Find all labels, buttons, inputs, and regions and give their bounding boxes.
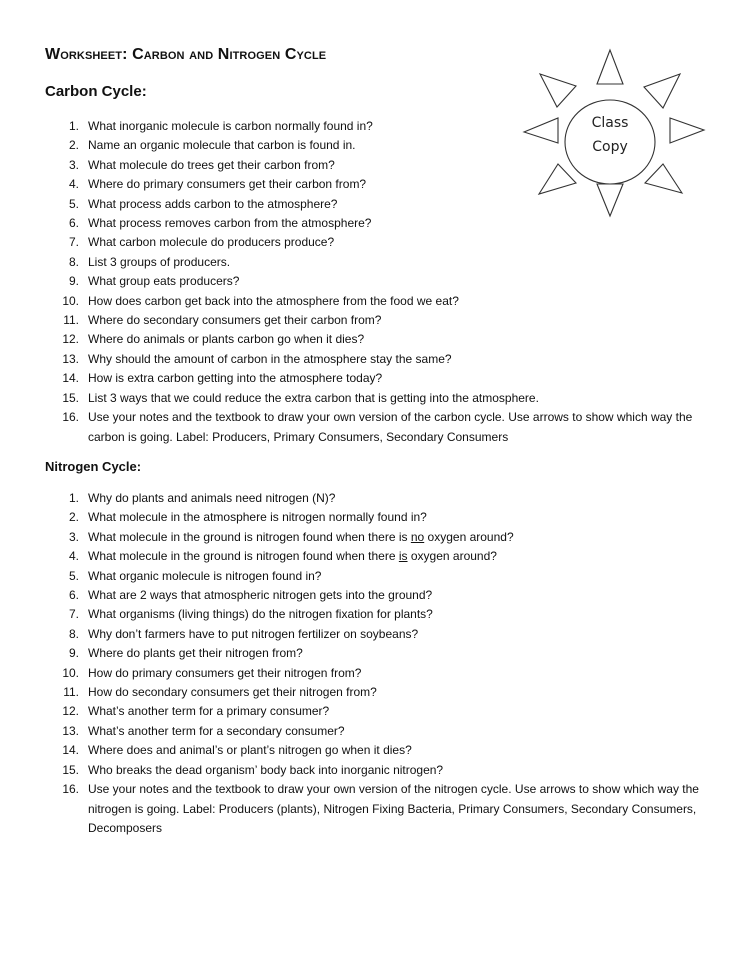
carbon-question: 13. Why should the amount of carbon in the atmosphere stay the same? bbox=[62, 351, 452, 366]
carbon-question: 8. List 3 groups of producers. bbox=[68, 254, 231, 269]
nitrogen-question: 1. Why do plants and animals need nitrogen (N)? bbox=[68, 491, 336, 505]
nitrogen-question: 8. Why don’t farmers have to put nitrogen fertilizer on soybeans? bbox=[68, 626, 419, 641]
nitrogen-question: 16. Use your notes and the textbook to draw your own version of the nitrogen cycle. Use arrows to show which way the nitrogen is going. Label: Producers (plants), Nitrogen Fixing Bacteria, Primary Consumers, Secondary Consumers, Decomposers bbox=[62, 782, 699, 835]
page-title: Worksheet: Carbon and Nitrogen Cycle bbox=[45, 46, 327, 63]
nitrogen-question: 11. How do secondary consumers get their nitrogen from? bbox=[63, 685, 377, 700]
nitrogen-question: 5. What organic molecule is nitrogen found in? bbox=[68, 568, 322, 583]
nitrogen-question: 3. What molecule in the ground is nitrogen found when there is no oxygen around? bbox=[68, 529, 514, 544]
carbon-question-list bbox=[0, 117, 749, 447]
nitrogen-question: 4. What molecule in the ground is nitrogen found when there is oxygen around? bbox=[68, 549, 497, 564]
carbon-question: 14. How is extra carbon getting into the atmosphere today? bbox=[62, 371, 383, 386]
stamp-copy: Copy bbox=[592, 139, 628, 155]
carbon-question: 7. What carbon molecule do producers produce? bbox=[68, 235, 335, 250]
carbon-question: 10. How does carbon get back into the atmosphere from the food we eat? bbox=[62, 293, 459, 308]
nitrogen-question: 7. What organisms (living things) do the nitrogen fixation for plants? bbox=[68, 607, 433, 622]
carbon-heading: Carbon Cycle: bbox=[45, 83, 147, 100]
carbon-question: 9. What group eats producers? bbox=[68, 274, 240, 289]
carbon-question: 1. What inorganic molecule is carbon normally found in? bbox=[68, 119, 373, 133]
nitrogen-question: 14. Where does and animal’s or plant’s nitrogen go when it dies? bbox=[62, 743, 412, 758]
nitrogen-question: 13. What’s another term for a secondary consumer? bbox=[62, 723, 345, 738]
nitrogen-question: 2. What molecule in the atmosphere is nitrogen normally found in? bbox=[68, 510, 427, 525]
carbon-question: 12. Where do animals or plants carbon go when it dies? bbox=[62, 332, 365, 347]
stamp-class: Class bbox=[591, 115, 629, 131]
nitrogen-question: 6. What are 2 ways that atmospheric nitrogen gets into the ground? bbox=[68, 588, 433, 603]
nitrogen-question: 15. Who breaks the dead organism’ body back into inorganic nitrogen? bbox=[62, 762, 444, 777]
nitrogen-question: 10. How do primary consumers get their nitrogen from? bbox=[62, 665, 362, 680]
carbon-question: 16. Use your notes and the textbook to draw your own version of the carbon cycle. Use arrows to show which way the carbon is going. Label: Producers, Primary Consumers, Secondary Consumers bbox=[62, 410, 693, 444]
nitrogen-question: 12. What’s another term for a primary consumer? bbox=[62, 704, 330, 719]
nitrogen-question-list bbox=[0, 489, 749, 838]
carbon-question: 4. Where do primary consumers get their carbon from? bbox=[68, 177, 367, 192]
carbon-question: 2. Name an organic molecule that carbon is found in. bbox=[68, 138, 356, 153]
carbon-question: 15. List 3 ways that we could reduce the extra carbon that is getting into the atmosphere. bbox=[62, 390, 539, 405]
carbon-question: 11. Where do secondary consumers get their carbon from? bbox=[63, 313, 382, 328]
carbon-question: 6. What process removes carbon from the atmosphere? bbox=[68, 216, 372, 231]
carbon-question: 3. What molecule do trees get their carbon from? bbox=[68, 157, 335, 172]
nitrogen-question: 9. Where do plants get their nitrogen from? bbox=[68, 646, 303, 661]
nitrogen-heading: Nitrogen Cycle: bbox=[45, 459, 142, 474]
carbon-question: 5. What process adds carbon to the atmosphere? bbox=[68, 196, 338, 211]
